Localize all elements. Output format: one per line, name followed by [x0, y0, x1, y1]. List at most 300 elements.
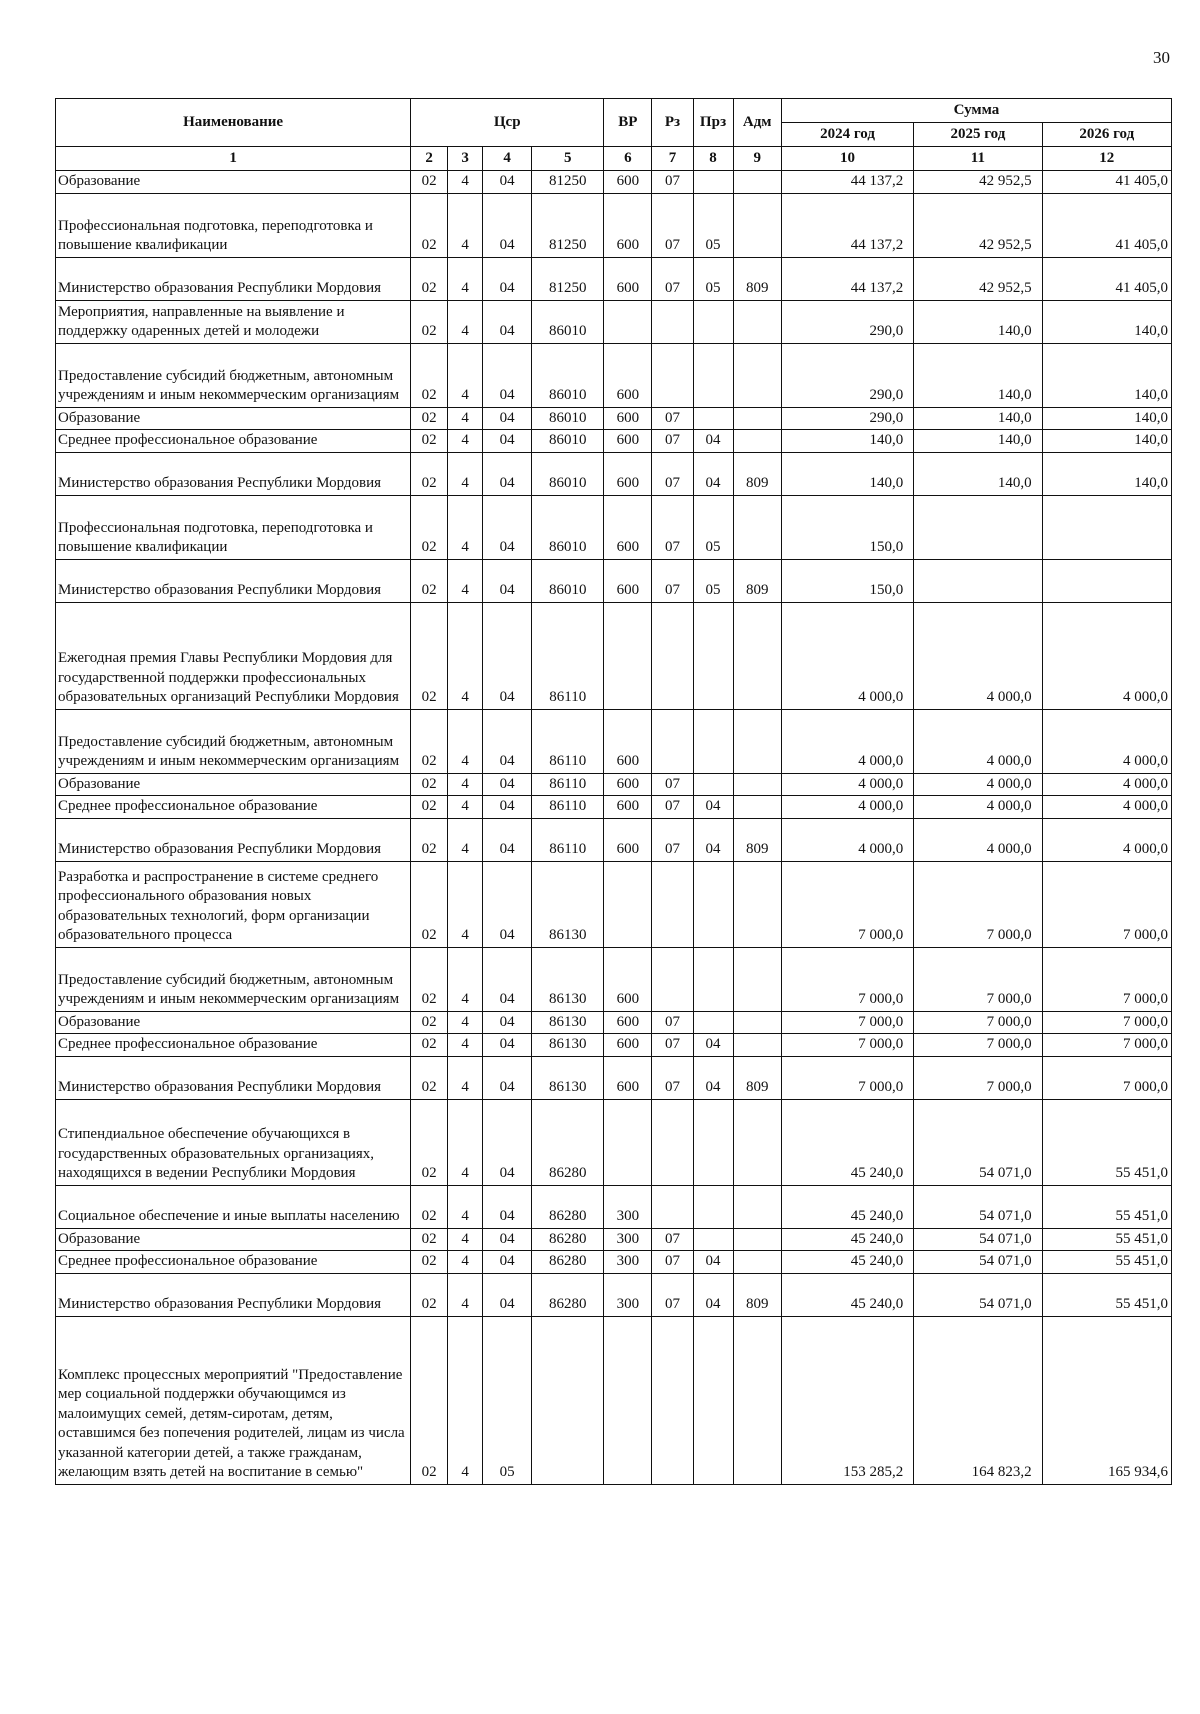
cell-sum-2024: 7 000,0 — [781, 947, 913, 1011]
header-prz: Прз — [693, 99, 733, 147]
table-row — [56, 709, 1172, 773]
table-row — [56, 257, 1172, 300]
cell-adm — [733, 343, 781, 407]
table-row — [56, 861, 1172, 947]
table-row — [56, 796, 1172, 819]
cell-sum-2025: 54 071,0 — [914, 1099, 1042, 1185]
cell-sum-2024: 7 000,0 — [781, 1034, 913, 1057]
cell-vr: 600 — [604, 773, 652, 796]
cell-sum-2026 — [1042, 495, 1171, 559]
col-number: 8 — [693, 147, 733, 171]
cell-csr-direction — [532, 1316, 604, 1484]
cell-sum-2025: 7 000,0 — [914, 947, 1042, 1011]
cell-adm — [733, 861, 781, 947]
cell-prz: 05 — [693, 193, 733, 257]
cell-prz: 04 — [693, 452, 733, 495]
cell-csr-direction: 86280 — [532, 1273, 604, 1316]
row-name: Среднее профессиональное образование — [56, 796, 411, 819]
cell-sum-2026: 4 000,0 — [1042, 709, 1171, 773]
cell-csr-direction: 86110 — [532, 773, 604, 796]
cell-csr-program: 02 — [411, 773, 448, 796]
cell-vr: 600 — [604, 452, 652, 495]
cell-sum-2024: 7 000,0 — [781, 1056, 913, 1099]
cell-rz — [652, 861, 693, 947]
cell-sum-2025: 54 071,0 — [914, 1273, 1042, 1316]
cell-sum-2026: 4 000,0 — [1042, 602, 1171, 709]
cell-vr: 600 — [604, 947, 652, 1011]
cell-vr: 300 — [604, 1251, 652, 1274]
cell-sum-2024: 7 000,0 — [781, 1011, 913, 1034]
table-body — [56, 171, 1172, 1485]
cell-csr-type: 4 — [448, 947, 483, 1011]
table-row — [56, 947, 1172, 1011]
cell-sum-2024: 44 137,2 — [781, 171, 913, 194]
cell-csr-complex: 04 — [483, 1034, 532, 1057]
cell-csr-type: 4 — [448, 559, 483, 602]
cell-vr: 600 — [604, 193, 652, 257]
cell-adm: 809 — [733, 257, 781, 300]
cell-prz — [693, 709, 733, 773]
cell-csr-complex: 04 — [483, 773, 532, 796]
cell-prz — [693, 773, 733, 796]
cell-prz — [693, 300, 733, 343]
cell-sum-2024: 45 240,0 — [781, 1228, 913, 1251]
cell-csr-direction: 86130 — [532, 1034, 604, 1057]
cell-vr: 300 — [604, 1228, 652, 1251]
row-name: Министерство образования Республики Мордовия — [56, 1056, 411, 1099]
col-number: 4 — [483, 147, 532, 171]
cell-sum-2024: 4 000,0 — [781, 773, 913, 796]
cell-sum-2024: 290,0 — [781, 343, 913, 407]
cell-sum-2024: 153 285,2 — [781, 1316, 913, 1484]
cell-sum-2025: 4 000,0 — [914, 818, 1042, 861]
cell-csr-program: 02 — [411, 1228, 448, 1251]
cell-sum-2024: 4 000,0 — [781, 796, 913, 819]
cell-vr: 600 — [604, 1011, 652, 1034]
cell-csr-complex: 04 — [483, 1099, 532, 1185]
cell-sum-2026: 41 405,0 — [1042, 257, 1171, 300]
col-number: 12 — [1042, 147, 1171, 171]
cell-csr-direction: 81250 — [532, 193, 604, 257]
cell-csr-program: 02 — [411, 343, 448, 407]
cell-csr-direction: 86010 — [532, 300, 604, 343]
cell-sum-2026: 140,0 — [1042, 407, 1171, 430]
table-row — [56, 1185, 1172, 1228]
header-rz: Рз — [652, 99, 693, 147]
cell-adm — [733, 1251, 781, 1274]
cell-rz: 07 — [652, 193, 693, 257]
cell-csr-direction: 86010 — [532, 343, 604, 407]
cell-csr-complex: 04 — [483, 947, 532, 1011]
cell-prz — [693, 947, 733, 1011]
cell-csr-program: 02 — [411, 709, 448, 773]
cell-csr-complex: 04 — [483, 1056, 532, 1099]
row-name: Социальное обеспечение и иные выплаты населению — [56, 1185, 411, 1228]
cell-vr: 600 — [604, 257, 652, 300]
table-row — [56, 1228, 1172, 1251]
cell-csr-program: 02 — [411, 257, 448, 300]
row-name: Министерство образования Республики Мордовия — [56, 818, 411, 861]
cell-adm: 809 — [733, 818, 781, 861]
cell-sum-2024: 4 000,0 — [781, 709, 913, 773]
row-name: Образование — [56, 1011, 411, 1034]
cell-sum-2024: 140,0 — [781, 452, 913, 495]
cell-csr-type: 4 — [448, 773, 483, 796]
cell-rz: 07 — [652, 171, 693, 194]
cell-vr — [604, 1316, 652, 1484]
cell-vr: 600 — [604, 407, 652, 430]
header-sum: Сумма — [781, 99, 1171, 123]
table-row — [56, 452, 1172, 495]
cell-prz — [693, 343, 733, 407]
cell-csr-direction: 86010 — [532, 495, 604, 559]
cell-rz — [652, 1099, 693, 1185]
cell-sum-2025: 42 952,5 — [914, 257, 1042, 300]
cell-adm — [733, 709, 781, 773]
cell-adm — [733, 773, 781, 796]
cell-rz: 07 — [652, 1034, 693, 1057]
cell-csr-type: 4 — [448, 602, 483, 709]
cell-rz: 07 — [652, 430, 693, 453]
cell-vr: 600 — [604, 709, 652, 773]
cell-sum-2025: 54 071,0 — [914, 1251, 1042, 1274]
cell-rz: 07 — [652, 1273, 693, 1316]
cell-rz: 07 — [652, 796, 693, 819]
cell-csr-program: 02 — [411, 407, 448, 430]
table-row — [56, 1251, 1172, 1274]
cell-csr-direction: 86110 — [532, 796, 604, 819]
cell-csr-type: 4 — [448, 171, 483, 194]
cell-sum-2025: 164 823,2 — [914, 1316, 1042, 1484]
cell-sum-2026: 165 934,6 — [1042, 1316, 1171, 1484]
cell-csr-complex: 04 — [483, 559, 532, 602]
cell-adm — [733, 602, 781, 709]
cell-rz: 07 — [652, 495, 693, 559]
cell-vr: 600 — [604, 430, 652, 453]
cell-csr-type: 4 — [448, 1316, 483, 1484]
cell-csr-complex: 04 — [483, 452, 532, 495]
col-number: 10 — [781, 147, 913, 171]
cell-csr-direction: 81250 — [532, 257, 604, 300]
cell-csr-program: 02 — [411, 452, 448, 495]
cell-csr-program: 02 — [411, 1034, 448, 1057]
row-name: Министерство образования Республики Мордовия — [56, 559, 411, 602]
cell-rz: 07 — [652, 407, 693, 430]
cell-sum-2026: 140,0 — [1042, 452, 1171, 495]
cell-sum-2026: 140,0 — [1042, 300, 1171, 343]
cell-csr-program: 02 — [411, 818, 448, 861]
cell-vr: 600 — [604, 1056, 652, 1099]
col-number: 6 — [604, 147, 652, 171]
cell-rz — [652, 300, 693, 343]
header-adm: Адм — [733, 99, 781, 147]
row-name: Предоставление субсидий бюджетным, автономным учреждениям и иным некоммерческим организациям — [56, 343, 411, 407]
cell-sum-2026: 4 000,0 — [1042, 796, 1171, 819]
cell-rz: 07 — [652, 1056, 693, 1099]
table-row — [56, 171, 1172, 194]
cell-csr-complex: 04 — [483, 602, 532, 709]
table-row — [56, 343, 1172, 407]
header-name: Наименование — [56, 99, 411, 147]
cell-csr-type: 4 — [448, 452, 483, 495]
cell-csr-type: 4 — [448, 1011, 483, 1034]
table-row — [56, 602, 1172, 709]
table-row — [56, 1034, 1172, 1057]
cell-csr-program: 02 — [411, 300, 448, 343]
table-row — [56, 1273, 1172, 1316]
col-number: 7 — [652, 147, 693, 171]
cell-csr-type: 4 — [448, 1273, 483, 1316]
cell-prz: 04 — [693, 1056, 733, 1099]
cell-csr-complex: 04 — [483, 1185, 532, 1228]
cell-prz: 04 — [693, 1251, 733, 1274]
cell-adm — [733, 1034, 781, 1057]
table-row — [56, 193, 1172, 257]
cell-csr-type: 4 — [448, 861, 483, 947]
cell-prz — [693, 1099, 733, 1185]
cell-csr-type: 4 — [448, 709, 483, 773]
cell-csr-type: 4 — [448, 818, 483, 861]
cell-sum-2025: 4 000,0 — [914, 796, 1042, 819]
cell-sum-2026 — [1042, 559, 1171, 602]
cell-sum-2025: 54 071,0 — [914, 1185, 1042, 1228]
table-header — [56, 99, 1172, 171]
cell-csr-program: 02 — [411, 1099, 448, 1185]
col-number: 5 — [532, 147, 604, 171]
cell-prz: 04 — [693, 430, 733, 453]
cell-adm: 809 — [733, 559, 781, 602]
cell-sum-2026: 7 000,0 — [1042, 947, 1171, 1011]
cell-csr-direction: 86010 — [532, 430, 604, 453]
cell-sum-2024: 45 240,0 — [781, 1185, 913, 1228]
cell-vr: 300 — [604, 1185, 652, 1228]
cell-rz: 07 — [652, 818, 693, 861]
row-name: Образование — [56, 407, 411, 430]
cell-csr-direction: 86010 — [532, 559, 604, 602]
cell-rz — [652, 1316, 693, 1484]
cell-vr: 600 — [604, 343, 652, 407]
cell-adm — [733, 430, 781, 453]
cell-prz — [693, 861, 733, 947]
table-row — [56, 1099, 1172, 1185]
row-name: Ежегодная премия Главы Республики Мордовия для государственной поддержки профессиональных образовательных организаций Республики Мордовия — [56, 602, 411, 709]
cell-sum-2024: 140,0 — [781, 430, 913, 453]
row-name: Образование — [56, 773, 411, 796]
table-row — [56, 300, 1172, 343]
cell-csr-type: 4 — [448, 1034, 483, 1057]
cell-csr-program: 02 — [411, 1316, 448, 1484]
cell-csr-complex: 05 — [483, 1316, 532, 1484]
cell-adm: 809 — [733, 1056, 781, 1099]
cell-csr-type: 4 — [448, 495, 483, 559]
cell-adm — [733, 796, 781, 819]
cell-csr-program: 02 — [411, 1011, 448, 1034]
budget-table — [55, 98, 1172, 1485]
cell-prz — [693, 171, 733, 194]
cell-rz: 07 — [652, 1251, 693, 1274]
col-number: 11 — [914, 147, 1042, 171]
cell-prz — [693, 602, 733, 709]
cell-rz: 07 — [652, 1228, 693, 1251]
cell-adm: 809 — [733, 452, 781, 495]
cell-sum-2025 — [914, 495, 1042, 559]
cell-vr: 600 — [604, 495, 652, 559]
cell-csr-complex: 04 — [483, 818, 532, 861]
cell-csr-complex: 04 — [483, 1251, 532, 1274]
cell-csr-direction: 86280 — [532, 1251, 604, 1274]
cell-adm — [733, 1185, 781, 1228]
cell-csr-direction: 86280 — [532, 1099, 604, 1185]
cell-csr-complex: 04 — [483, 1228, 532, 1251]
header-year-2026: 2026 год — [1042, 123, 1171, 147]
cell-sum-2025: 140,0 — [914, 452, 1042, 495]
page-number: 30 — [1153, 48, 1170, 67]
cell-csr-type: 4 — [448, 300, 483, 343]
cell-rz — [652, 1185, 693, 1228]
cell-sum-2026: 55 451,0 — [1042, 1185, 1171, 1228]
cell-csr-complex: 04 — [483, 257, 532, 300]
cell-sum-2026: 41 405,0 — [1042, 193, 1171, 257]
cell-adm — [733, 407, 781, 430]
cell-csr-direction: 86130 — [532, 1011, 604, 1034]
cell-csr-complex: 04 — [483, 495, 532, 559]
cell-csr-complex: 04 — [483, 430, 532, 453]
cell-csr-program: 02 — [411, 430, 448, 453]
col-number: 9 — [733, 147, 781, 171]
row-name: Министерство образования Республики Мордовия — [56, 257, 411, 300]
cell-vr: 600 — [604, 796, 652, 819]
cell-csr-direction: 86010 — [532, 407, 604, 430]
cell-sum-2026: 140,0 — [1042, 343, 1171, 407]
cell-adm — [733, 171, 781, 194]
cell-prz: 05 — [693, 559, 733, 602]
cell-sum-2026: 55 451,0 — [1042, 1251, 1171, 1274]
cell-csr-program: 02 — [411, 171, 448, 194]
row-name: Среднее профессиональное образование — [56, 430, 411, 453]
cell-sum-2026: 55 451,0 — [1042, 1099, 1171, 1185]
cell-csr-direction: 86280 — [532, 1185, 604, 1228]
cell-csr-complex: 04 — [483, 171, 532, 194]
cell-sum-2024: 4 000,0 — [781, 818, 913, 861]
cell-sum-2024: 44 137,2 — [781, 193, 913, 257]
cell-sum-2026: 7 000,0 — [1042, 1034, 1171, 1057]
cell-sum-2025: 140,0 — [914, 343, 1042, 407]
cell-rz — [652, 947, 693, 1011]
cell-sum-2025: 7 000,0 — [914, 1056, 1042, 1099]
cell-csr-direction: 86010 — [532, 452, 604, 495]
cell-sum-2026: 55 451,0 — [1042, 1228, 1171, 1251]
cell-prz — [693, 1316, 733, 1484]
cell-csr-type: 4 — [448, 796, 483, 819]
cell-csr-type: 4 — [448, 1228, 483, 1251]
cell-sum-2026: 7 000,0 — [1042, 861, 1171, 947]
cell-sum-2025: 7 000,0 — [914, 1034, 1042, 1057]
cell-prz: 05 — [693, 257, 733, 300]
row-name: Профессиональная подготовка, переподготовка и повышение квалификации — [56, 495, 411, 559]
cell-csr-type: 4 — [448, 1056, 483, 1099]
cell-prz: 04 — [693, 1273, 733, 1316]
cell-csr-complex: 04 — [483, 1273, 532, 1316]
cell-csr-program: 02 — [411, 193, 448, 257]
cell-csr-program: 02 — [411, 1056, 448, 1099]
cell-csr-type: 4 — [448, 430, 483, 453]
cell-vr: 600 — [604, 1034, 652, 1057]
row-name: Образование — [56, 1228, 411, 1251]
cell-prz — [693, 1185, 733, 1228]
cell-csr-type: 4 — [448, 257, 483, 300]
table-row — [56, 495, 1172, 559]
cell-rz: 07 — [652, 452, 693, 495]
cell-sum-2026: 7 000,0 — [1042, 1056, 1171, 1099]
cell-sum-2025: 54 071,0 — [914, 1228, 1042, 1251]
col-number: 2 — [411, 147, 448, 171]
cell-prz: 04 — [693, 796, 733, 819]
cell-sum-2024: 290,0 — [781, 407, 913, 430]
cell-vr: 600 — [604, 171, 652, 194]
cell-rz — [652, 343, 693, 407]
cell-csr-program: 02 — [411, 796, 448, 819]
cell-vr: 300 — [604, 1273, 652, 1316]
cell-sum-2024: 4 000,0 — [781, 602, 913, 709]
cell-csr-direction: 86130 — [532, 861, 604, 947]
cell-sum-2026: 4 000,0 — [1042, 773, 1171, 796]
cell-sum-2024: 44 137,2 — [781, 257, 913, 300]
table-row — [56, 1011, 1172, 1034]
cell-prz — [693, 407, 733, 430]
cell-csr-direction: 86280 — [532, 1228, 604, 1251]
cell-csr-direction: 86130 — [532, 1056, 604, 1099]
cell-csr-program: 02 — [411, 1273, 448, 1316]
cell-csr-complex: 04 — [483, 300, 532, 343]
row-name: Комплекс процессных мероприятий "Предоставление мер социальной поддержки обучающимся из малоимущих семей, детям-сиротам, детям, оставшимся без попечения родителей, лицам из числа указанной категории детей, а также гражданам, желающим взять детей на воспитание в семью" — [56, 1316, 411, 1484]
cell-sum-2024: 45 240,0 — [781, 1099, 913, 1185]
table-row — [56, 1316, 1172, 1484]
cell-prz: 04 — [693, 1034, 733, 1057]
cell-sum-2026: 55 451,0 — [1042, 1273, 1171, 1316]
row-name: Среднее профессиональное образование — [56, 1034, 411, 1057]
cell-prz — [693, 1228, 733, 1251]
header-year-2024: 2024 год — [781, 123, 913, 147]
cell-adm — [733, 193, 781, 257]
cell-sum-2025: 7 000,0 — [914, 1011, 1042, 1034]
cell-csr-direction: 86130 — [532, 947, 604, 1011]
cell-csr-program: 02 — [411, 1251, 448, 1274]
cell-csr-direction: 86110 — [532, 818, 604, 861]
cell-vr: 600 — [604, 559, 652, 602]
cell-adm — [733, 1011, 781, 1034]
cell-prz — [693, 1011, 733, 1034]
cell-csr-program: 02 — [411, 947, 448, 1011]
cell-csr-type: 4 — [448, 1099, 483, 1185]
row-name: Среднее профессиональное образование — [56, 1251, 411, 1274]
row-name: Министерство образования Республики Мордовия — [56, 452, 411, 495]
row-name: Образование — [56, 171, 411, 194]
row-name: Профессиональная подготовка, переподготовка и повышение квалификации — [56, 193, 411, 257]
cell-csr-type: 4 — [448, 1185, 483, 1228]
cell-adm — [733, 495, 781, 559]
cell-sum-2024: 7 000,0 — [781, 861, 913, 947]
cell-csr-program: 02 — [411, 861, 448, 947]
cell-sum-2025: 42 952,5 — [914, 171, 1042, 194]
cell-vr — [604, 300, 652, 343]
cell-sum-2025: 42 952,5 — [914, 193, 1042, 257]
cell-csr-program: 02 — [411, 602, 448, 709]
header-year-2025: 2025 год — [914, 123, 1042, 147]
cell-rz: 07 — [652, 257, 693, 300]
cell-rz: 07 — [652, 773, 693, 796]
table-row — [56, 430, 1172, 453]
header-csr: Цср — [411, 99, 604, 147]
